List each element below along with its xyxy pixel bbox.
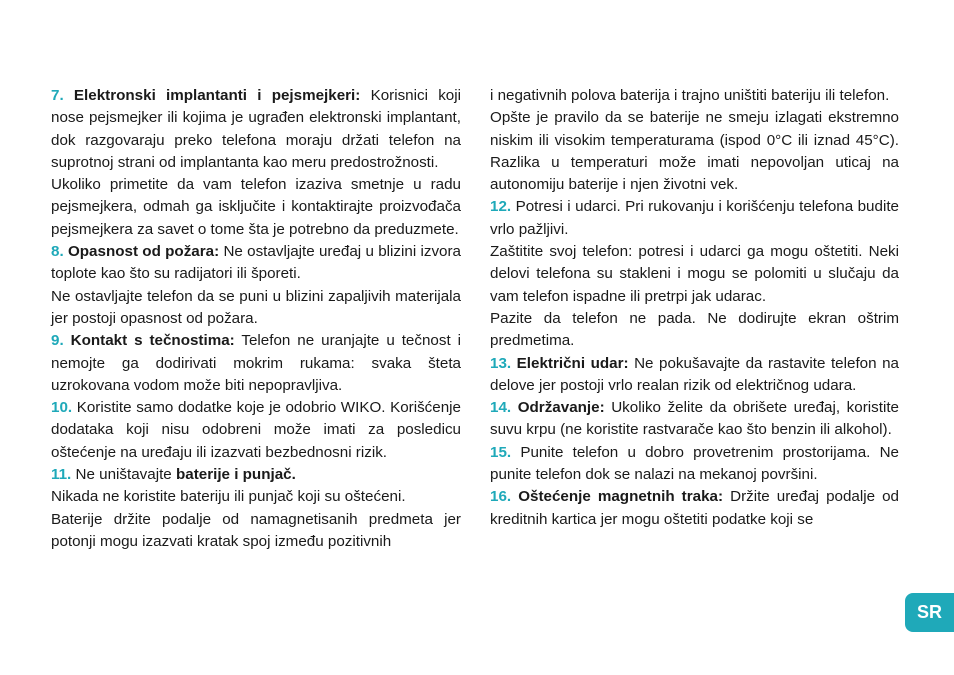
item-10 [51, 397, 461, 464]
language-tab [905, 593, 954, 632]
item-text: Ne uništavajte [71, 466, 176, 484]
item-text: Telefon ne uranjajte u tečnost i nemojte ga dodirivati mokrim rukama: svaka šteta uzrokovana vodom može biti nepopravljiva. [51, 332, 461, 394]
item-15 [490, 442, 899, 487]
item-title: Opasnost od požara: [67, 243, 220, 261]
item-text: Ne ostavljajte uređaj u blizini izvora toplote kao što su radijatori ili šporeti. [51, 243, 461, 283]
item-number: 16. [490, 488, 512, 506]
paragraph: Ukoliko primetite da vam telefon izaziva smetnje u radu pejsmejkera, odmah ga isključite i kontaktirajte proizvođača pejsmejkera za savet o tome šta je potrebno da preduzmete. [51, 176, 461, 238]
item-16 [490, 486, 899, 531]
right-column [490, 85, 899, 531]
item-12 [490, 196, 899, 241]
paragraph: Nikada ne koristite bateriju ili punjač koji su oštećeni. [51, 488, 406, 506]
item-13 [490, 353, 899, 398]
item-9 [51, 330, 461, 397]
language-tab-label: SR [916, 602, 942, 622]
item-title: Električni udar: [516, 354, 629, 372]
paragraph: Pazite da telefon ne pada. Ne dodirujte ekran oštrim predmetima. [490, 309, 899, 350]
item-text: Punite telefon u dobro provetrenim prostorijama. Ne punite telefon dok se nalazi na mekanoj površini. [490, 443, 899, 484]
item-number: 9. [51, 332, 64, 350]
item-14 [490, 397, 899, 442]
left-column [51, 85, 461, 553]
item-8 [51, 241, 461, 286]
item-number: 11. [51, 466, 72, 484]
item-title: Kontakt s tečnostima: [70, 332, 235, 350]
item-11 [51, 464, 461, 486]
item-title: baterije i punjač. [175, 466, 296, 484]
item-number: 14. [490, 399, 512, 417]
item-text: Korisnici koji nose pejsmejker ili kojima je ugrađen elektronski implantant, dok razgovaraju preko telefona moraju držati telefon na suprotnoj strani od implantanta kao meru predostrožnosti. [51, 87, 461, 171]
paragraph: Zaštitite svoj telefon: potresi i udarci ga mogu oštetiti. Neki delovi telefona su stakleni i mogu se polomiti u slučaju da vam telefon ispadne ili pretrpi jak udarac. [490, 243, 899, 305]
item-number: 15. [490, 443, 512, 461]
item-text: Ne pokušavajte da rastavite telefon na delove jer postoji vrlo realan rizik od električnog udara. [490, 354, 899, 394]
item-7 [51, 85, 461, 174]
item-text: Ukoliko želite da obrišete uređaj, koristite suvu krpu (ne koristite rastvarače kao što benzin ili alkohol). [490, 399, 899, 439]
item-title: Elektronski implantanti i pejsmejkeri: [73, 87, 361, 104]
paragraph: Ne ostavljajte telefon da se puni u blizini zapaljivih materijala jer postoji opasnost od požara. [51, 287, 461, 327]
item-title: Održavanje: [517, 399, 605, 417]
paragraph: Baterije držite podalje od namagnetisanih predmeta jer potonji mogu izazvati kratak spoj između pozitivnih [51, 510, 461, 550]
item-number: 8. [51, 243, 64, 261]
item-number: 7. [51, 87, 64, 104]
paragraph: Opšte je pravilo da se baterije ne smeju izlagati ekstremno niskim ili visokim temperaturama (ispod 0°C ili iznad 45°C). Razlika u temperaturi može imati nepovoljan uticaj na autonomiju baterije i njen životni vek. [490, 109, 899, 194]
item-text: Držite uređaj podalje od kreditnih kartica jer mogu oštetiti podatke koji se [490, 488, 899, 528]
paragraph: i negativnih polova baterija i trajno uništiti bateriju ili telefon. [490, 87, 890, 104]
item-number: 10. [51, 399, 73, 417]
item-text: Koristite samo dodatke koje je odobrio WIKO. Korišćenje dodataka koji nisu odobreni može imati za posledicu oštećenje na uređaju ili izazvati bezbednosni rizik. [51, 399, 461, 461]
item-title: Oštećenje magnetnih traka: [518, 488, 724, 506]
item-number: 12. [490, 198, 512, 216]
item-text: Potresi i udarci. Pri rukovanju i korišćenju telefona budite vrlo pažljivi. [490, 198, 899, 238]
item-number: 13. [490, 354, 512, 372]
